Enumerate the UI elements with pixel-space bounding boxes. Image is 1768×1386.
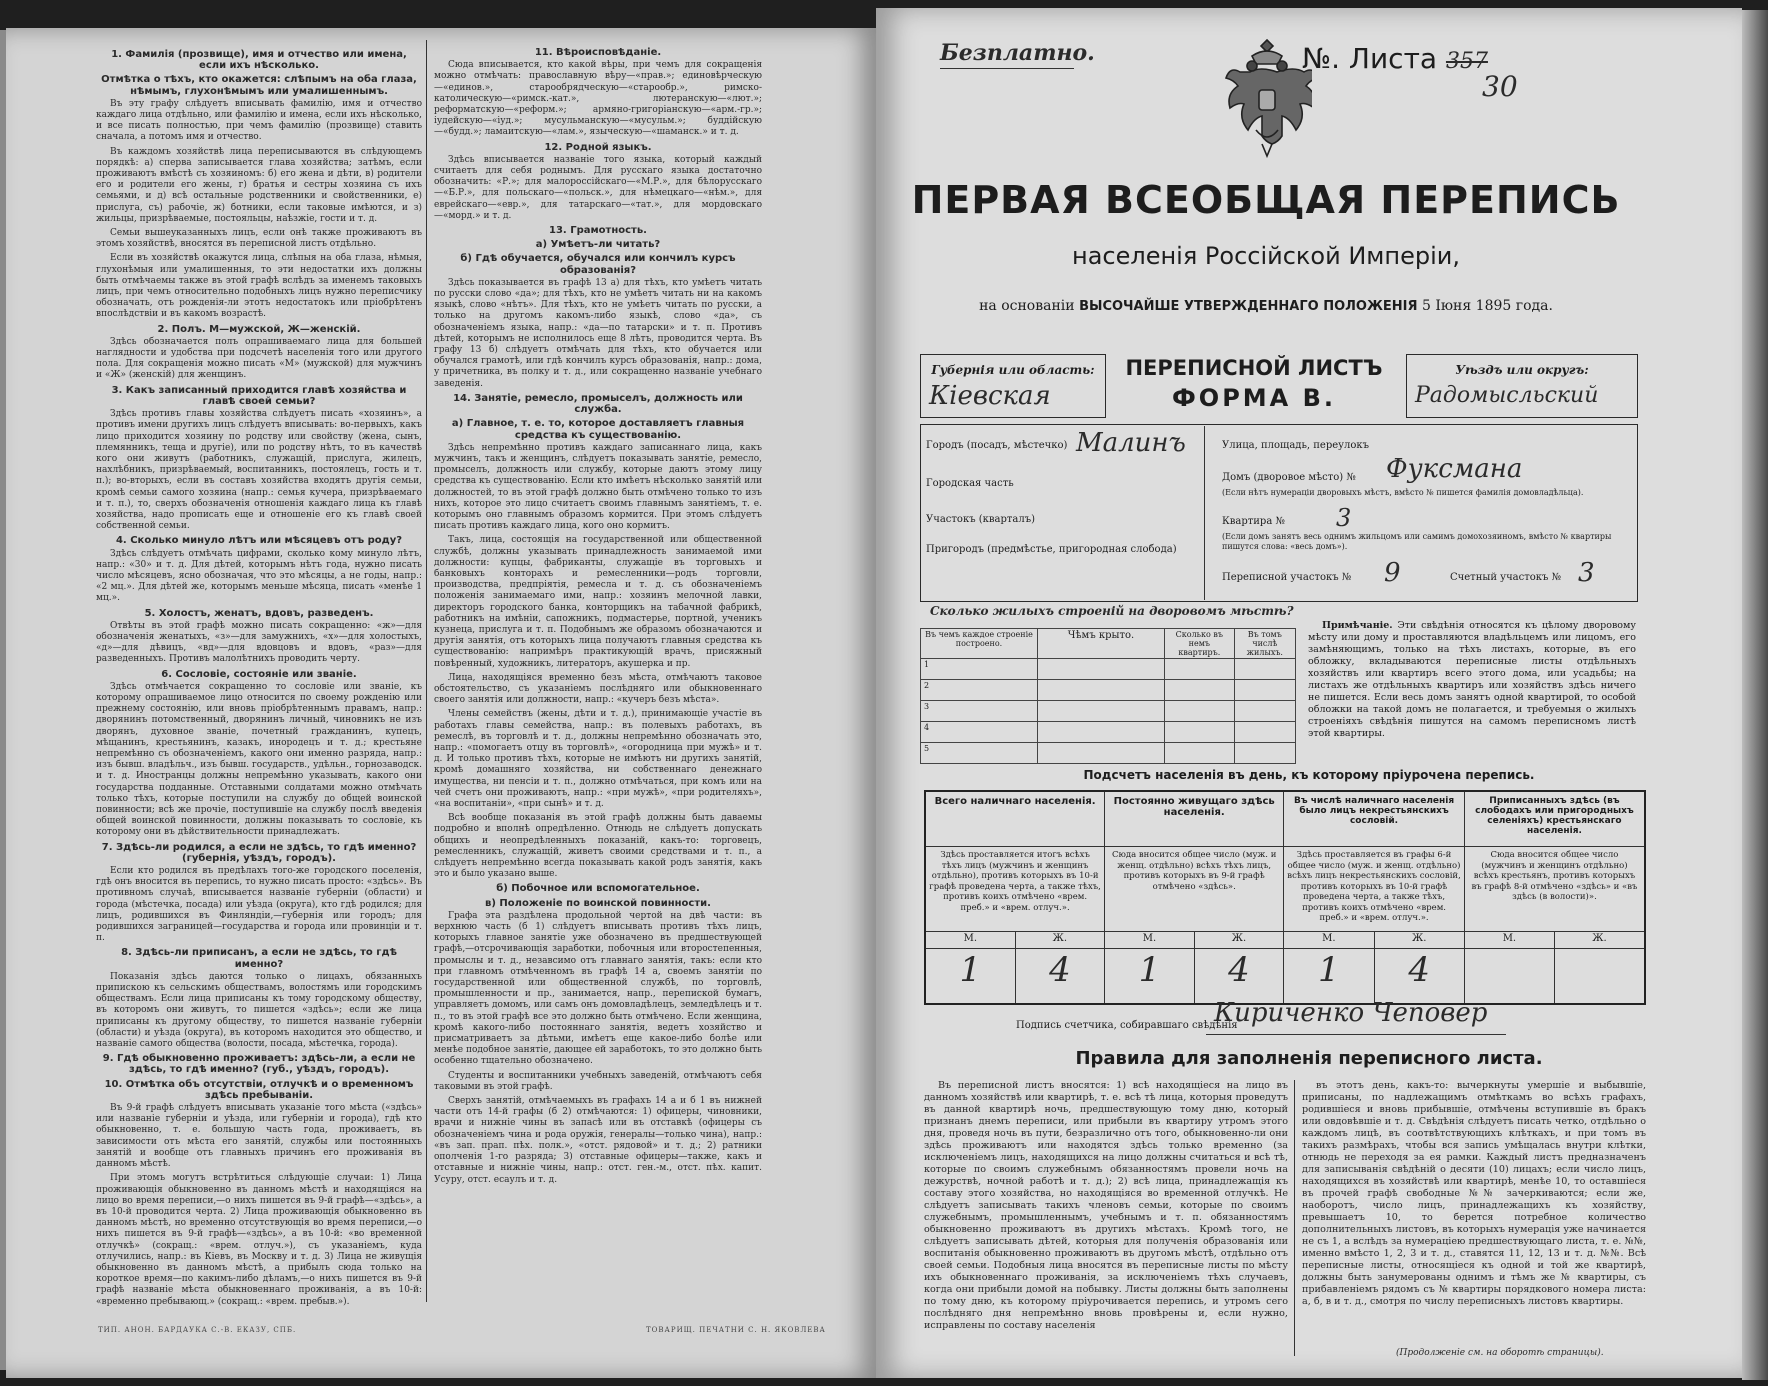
buildings-table: [920, 628, 1296, 764]
table-row: 5: [921, 743, 1296, 764]
section-heading: 14. Занятіе, ремесло, промыселъ, должность или служба.: [453, 392, 743, 416]
section-heading: 5. Холостъ, женатъ, вдовъ, разведенъ.: [144, 607, 374, 619]
count-col-noncrestian: Въ числѣ наличнаго населенія было лицъ некрестьянскихъ сословій.: [1284, 791, 1465, 847]
gorod-value: Малинъ: [1076, 428, 1186, 458]
note-block: [1308, 620, 1636, 740]
count-desc-noncrestian: Здѣсь проставляется въ графы 6-й общее число (муж. и женщ. отдѣльно) всѣхъ лицъ некрестьянскихъ сословій, противъ которыхъ въ 10-й графѣ проведена черта, а также тѣхъ, противъ коихъ отмѣчено «врем. преб.» и «врем. отлуч.».: [1284, 847, 1465, 932]
count-value: [1554, 949, 1645, 1005]
section-heading: 12. Родной языкъ.: [544, 141, 652, 153]
count-desc-total: Здѣсь проставляется итогъ всѣхъ тѣхъ лицъ (мужчинъ и женщинъ отдѣльно), противъ которыхъ въ 10-й графѣ проведена черта, а также тѣхъ, противъ коихъ отмѣчено «врем. преб.» и «врем. отлуч.».: [925, 847, 1105, 932]
instruction-paragraph: Всѣ вообще показанія въ этой графѣ должны быть даваемы подробно и вполнѣ опредѣленно. Отнюдь не слѣдуетъ допускать общихъ и неопредѣленныхъ показаній, какъ-то: торговецъ, ремесленникъ, служащій, живетъ своими средствами и т. п., а слѣдуетъ непремѣнно всегда показывать какой родъ занятія, какъ это и было указано выше.: [434, 813, 762, 880]
gorod-chast-label: Городская часть: [926, 478, 1014, 489]
printer-imprint-left: ТИП. АНОН. БАРДАУКА С.-В. ЕКАЗУ, СПБ.: [98, 1326, 297, 1334]
sheet-number-handwritten: 30: [1482, 70, 1518, 103]
schetny-label: Счетный участокъ №: [1450, 572, 1562, 583]
count-value: 1: [1105, 949, 1195, 1005]
instruction-paragraph: Здѣсь отмѣчается сокращенно то сословіе или званіе, къ которому опрашиваемое лицо относится по своему рожденію или прежнему состоянію, или вновь пріобрѣтеннымъ правамъ, напр.: дворянинъ потомственный, дворянинъ личный, чиновникъ не изъ дворянъ, духовное званіе, почетный гражданинъ, купецъ, мѣщанинъ, крестьянинъ, казакъ, инородецъ и т. д.; крестьяне непремѣнно съ обозначеніемъ, какого они именно разряда, напр.: изъ бывш. владѣльч., изъ бывш. государств., удѣльн., горнозаводск. и т. д. Иностранцы должны непремѣнно указывать, какого они государства подданные. Отставными солдатами можно отмѣчать только тѣхъ, которые поступили на службу до общей воинской повинности; всѣ же прочіе, поступившіе на службу послѣ введенія общей воинской повинности, должны показывать то сословіе, къ которому они въ дѣйствительности принадлежатъ.: [96, 681, 422, 838]
instruction-paragraph: Въ каждомъ хозяйствѣ лица переписываются въ слѣдующемъ порядкѣ: а) сперва записывается глава хозяйства; затѣмъ, если проживаютъ вмѣстѣ съ хозяиномъ: б) его жена и дѣти, в) родители его и родители его жены, г) братья и сестры хозяина съ ихъ семьями, и д) всѣ остальные родственники и свойственники, е) прислуга, съ) рабочіе, ж) ботники, если таковые имѣются, и з) жильцы, призрѣваемые, постояльцы, наѣзжіе, гости и т. д.: [96, 146, 422, 224]
instruction-paragraph: Въ эту графу слѣдуетъ вписывать фамилію, имя и отчество каждаго лица отдѣльно, или фамилію и имена, если ихъ нѣсколько, и все писать полностью, при чемъ фамилію (прозвище) ставить сначала, а потомъ имя и отчество.: [96, 98, 422, 143]
m-header: М.: [925, 932, 1015, 949]
sheet-number-crossed: 357: [1445, 49, 1488, 74]
count-value: [1464, 949, 1554, 1005]
dom-note: (Если нѣтъ нумераціи дворовыхъ мѣстъ, вмѣсто № пишется фамилія домовладѣльца).: [1222, 488, 1584, 497]
buildings-col-residential: Въ томъ числѣ жилыхъ.: [1234, 629, 1295, 659]
zh-header: Ж.: [1374, 932, 1464, 949]
count-value: 1: [925, 949, 1015, 1005]
zh-header: Ж.: [1015, 932, 1105, 949]
section-heading: б) Гдѣ обучается, обучался или кончилъ курсъ образованія?: [460, 253, 736, 276]
instruction-paragraph: При этомъ могутъ встрѣтиться слѣдующіе случаи: 1) Лица проживающія обыкновенно въ данномъ мѣстѣ и находящіяся на лицо во время переписи,—о нихъ пишется въ 9-й графѣ—«здѣсь», а въ 10-й проводится черта. 2) Лица проживающія обыкновенно въ данномъ мѣстѣ, но временно отсутствующія во время переписи,—о нихъ пишется въ 9-й графѣ—«здѣсь», а въ 10-й: «во временной отлучкѣ» (сокращ.: «врем. отлуч.»), съ указаніемъ, куда отлучились, напр.: въ Кіевъ, въ Москву и т. д. 3) Лица не живущія обыкновенно въ данномъ мѣстѣ, а прибылъ сюда только на короткое время—по какимъ-либо дѣламъ,—о нихъ пишется въ 9-й графѣ названіе мѣста обыкновеннаго проживанія, а въ 10-й: «временно пребывающ.» (сокращ.: «врем. пребыв.»).: [96, 1173, 422, 1307]
count-desc-permanent: Сюда вносится общее число (муж. и женщ. отдѣльно) всѣхъ тѣхъ лицъ, противъ которыхъ въ 9-й графѣ отмѣчено «здѣсь».: [1105, 847, 1284, 932]
rules-column-2: въ этотъ день, какъ-то: вычеркнуты умершіе и выбывшіе, приписаны, по надлежащимъ отмѣткамъ во всѣхъ графахъ, родившіеся и вновь прибывшіе, отмѣчены вступившіе въ бракъ или овдовѣвшіе и т. д. Свѣдѣнія слѣдуетъ писать четко, отдѣльно о каждомъ лицѣ, въ соотвѣтствующихъ клѣткахъ, и при томъ въ такихъ размѣрахъ, чтобы вся запись умѣщалась внутри клѣтки, отнюдь не переходя за ея рамки. Каждый листъ предназначенъ для записыванія свѣдѣній о десяти (10) лицахъ; если число лицъ, находящихся въ хозяйствѣ или квартирѣ, менѣе 10, то оставшіеся въ прочей графѣ свободные №№ зачеркиваются; если же, наоборотъ, число лицъ, принадлежащихъ къ хозяйству, превышаетъ 10, то берется потребное количество дополнительныхъ листовъ, въ которыхъ нумерація уже начинается не съ 1, а вслѣдъ за нумераціею предшествующаго листа, т. е. №№, именно вмѣсто 1, 2, 3 и т. д., ставятся 11, 12, 13 и т. д. №№. Всѣ переписные листы, относящіеся къ одной и той же квартирѣ, должны быть занумерованы однимъ и тѣмъ же № квартиры, съ прибавленіемъ рядомъ съ № квартиры порядкового номера листа: а, б, в и т. д., смотря по числу переписныхъ листовъ квартиры.: [1302, 1080, 1646, 1307]
m-header: М.: [1284, 932, 1374, 949]
rules-divider: [1294, 1080, 1295, 1356]
section-heading: Отмѣтка о тѣхъ, кто окажется: слѣпымъ на оба глаза, нѣмымъ, глухонѣмымъ или умалишеннымъ.: [101, 74, 417, 97]
instruction-paragraph: Члены семействъ (жены, дѣти и т. д.), принимающіе участіе въ работахъ главы семейства, напр.: въ полевыхъ работахъ, въ ремеслѣ, въ торговлѣ и т. д., должны непремѣнно обозначать это, напр.: «помогаетъ отцу въ торговлѣ», «огородница при мужѣ» и т. д. И только противъ тѣхъ, которые не имѣютъ ни другихъ занятій, кромѣ домашняго хозяйства, ни собственнаго денежнаго имущества, ни пенсіи и т. п., должно отмѣчаться, при комъ или на чей счетъ они проживаютъ, напр.: «при мужѣ», «при родителяхъ», «на воспитаніи», «при сынѣ» и т. д.: [434, 709, 762, 809]
section-heading: 13. Грамотность.: [549, 225, 647, 237]
zh-header: Ж.: [1194, 932, 1284, 949]
printer-imprint-right: ТОВАРИЩ. ПЕЧАТНИ С. Н. ЯКОВЛЕВА: [646, 1326, 826, 1334]
table-row: 4: [921, 722, 1296, 743]
count-value: 4: [1374, 949, 1464, 1005]
signature-line: [1206, 1034, 1506, 1035]
perepisnoy-value: 9: [1384, 558, 1401, 588]
guberniya-value: Кіевская: [929, 381, 1051, 411]
section-heading: 8. Здѣсь-ли приписанъ, а если не здѣсь, то гдѣ именно?: [121, 947, 397, 970]
address-box-divider: [1204, 426, 1205, 600]
schetny-value: 3: [1578, 558, 1595, 588]
instruction-paragraph: Если въ хозяйствѣ окажутся лица, слѣпыя на оба глаза, нѣмыя, глухонѣмыя или умалишенныя, то эти недостатки ихъ должны быть отмѣчаемы также въ этой графѣ вслѣдъ за именемъ таковыхъ лицъ, при чемъ относительно подобныхъ лицъ нужно переписчику обозначать, отъ рожденія-ли этотъ недостатокъ или пріобрѣтенъ впослѣдствіи и въ какомъ возрастѣ.: [96, 253, 422, 320]
instruction-paragraph: Если кто родился въ предѣлахъ того-же городского поселенія, гдѣ онъ вносится въ перепись, то нужно писать просто: «здѣсь». Въ противномъ случаѣ, вписывается названіе губерніи (области) и города (мѣстечка, посада) или уѣзда (округа), кто гдѣ родился; для лицъ, родившихся въ Финляндіи,—губернія или городъ; для родившихся заграницей—государства и города или провинціи и т. п.: [96, 866, 422, 944]
ulica-label: Улица, площадь, переулокъ: [1222, 440, 1370, 451]
instruction-paragraph: Здѣсь непремѣнно противъ каждаго записаннаго лица, какъ мужчинъ, такъ и женщинъ, слѣдуетъ показывать занятіе, ремесло, промыселъ, должность или службу, которые даютъ этому лицу средства къ существованію. Если кто имѣетъ нѣсколько занятій или должностей, то въ этой графѣ должно быть отмѣчено только то изъ нихъ, которое это лицо считаетъ своимъ главнымъ занятіемъ, т. е. которымъ оно главнымъ образомъ кормится. При этомъ слѣдуетъ писать противъ каждаго лица, кого оно кормитъ.: [434, 442, 762, 532]
section-heading: в) Положеніе по воинской повинности.: [485, 897, 711, 909]
double-headed-eagle-icon: [1222, 34, 1312, 162]
count-desc-peasant: Сюда вносится общее число (мужчинъ и женщинъ отдѣльно) всѣхъ крестьянъ, противъ которыхъ въ графѣ 8-й отмѣчено «здѣсь» и «въ здѣсь (в волости)».: [1464, 847, 1645, 932]
note-title: Примѣчаніе.: [1322, 620, 1393, 631]
right-page-census-form: [876, 8, 1742, 1378]
perepisnoy-label: Переписной участокъ №: [1222, 572, 1352, 583]
uezd-value: Радомысльский: [1415, 383, 1599, 408]
census-basis: на основаніи ВЫСОЧАЙШЕ УТВЕРЖДЕННАГО ПОЛОЖЕНІЯ 5 Іюня 1895 года.: [979, 298, 1553, 314]
buildings-col-material: Въ чемъ каждое строеніе построено.: [921, 629, 1038, 659]
zh-header: Ж.: [1554, 932, 1645, 949]
section-heading: 11. Вѣроисповѣданіе.: [534, 47, 662, 58]
free-label: Безплатно.: [940, 40, 1095, 66]
instruction-paragraph: Здѣсь показывается въ графѣ 13 а) для тѣхъ, кто умѣетъ читать по русски слово «да»; для тѣхъ, кто не умѣетъ читать ни на какомъ языкѣ, слово «нѣтъ». Для тѣхъ, кто не умѣетъ читать по русски, а только на другомъ какомъ-либо языкѣ, слово «да», съ обозначеніемъ языка, напр.: «да—по татарски» и т. п. Противъ дѣтей, которымъ не исполнилось еще 8 лѣтъ, проводится черта. Въ графу 13 б) слѣдуетъ отмѣчать для тѣхъ, кто обучается или обучался грамотѣ, или гдѣ кончилъ курсъ образованія, напр.: дома, у причетника, въ полку и т. д., или сокращенно названіе учебнаго заведенія.: [434, 277, 762, 389]
section-heading: 6. Сословіе, состояніе или званіе.: [161, 668, 357, 680]
kvartira-note: (Если домъ занятъ весь однимъ жильцомъ или самимъ домохозяиномъ, вмѣсто № квартиры пишутся слова: «весь домъ»).: [1222, 532, 1612, 551]
note-text: Эти свѣдѣнія относятся къ цѣлому дворовому мѣсту или дому и проставляются владѣльцемъ или лицомъ, его замѣняющимъ, только на тѣхъ листахъ, которые, въ его обложку, вкладываются переписные листы отдѣльныхъ хозяйствъ или квартиръ всего этого дома, или усадьбы; на листахъ же отдѣльныхъ квартиръ или хозяйствъ здѣсь ничего не пишется. Если весь домъ занятъ одной квартирой, то особой обложки на такой домъ не полагается, и требуемыя о жилыхъ строеніяхъ свѣдѣнія пишутся на самомъ переписномъ листѣ этой квартиры.: [1308, 620, 1636, 739]
instructions-column-1: [96, 46, 422, 1336]
instruction-paragraph: Здѣсь обозначается полъ опрашиваемаго лица для большей наглядности и удобства при подсчетѣ населенія того или другого пола. Для сокращенія можно писать «М» (мужской) для мужчинъ и «Ж» (женскій) для женщинъ.: [96, 336, 422, 381]
section-heading: б) Побочное или вспомогательное.: [496, 883, 700, 895]
section-heading: 7. Здѣсь-ли родился, а если не здѣсь, то гдѣ именно? (губернія, уѣздъ, городъ).: [101, 841, 417, 864]
instruction-paragraph: Въ 9-й графѣ слѣдуетъ вписывать указаніе того мѣста («здѣсь» или названіе губерніи и уѣзда, или губерніи и города), гдѣ кто обыкновенно, т. е. большую часть года, проживаетъ, въ зависимости отъ мѣста его занятій, службы или постоянныхъ занятій и вообще отъ главныхъ причинъ его проживанія въ данномъ мѣстѣ.: [96, 1103, 422, 1170]
instruction-paragraph: Графа эта раздѣлена продольной чертой на двѣ части: въ верхнюю часть (б 1) слѣдуетъ вписывать противъ тѣхъ лицъ, которыхъ главное занятіе уже обозначено въ предшествующей графѣ,—отсрочивающія заработки, побочныя или второстепенныя, промыслы и т. д., незавсимо отъ главнаго занятія, такъ: если кто при главномъ отмѣченномъ въ графѣ 14 а, своемъ занятіи по государственной или общественной службѣ, по торговлѣ, промышленности и пр., занимается, напр., перепиской бумагъ, управляетъ домомъ, или самъ онъ домовладѣлецъ, земледѣлецъ и т. п., то въ этой графѣ все это должно быть отмѣчено. Если женщина, кромѣ какого-либо постояннаго занятія, ведетъ хозяйство и присматриваетъ за дѣтьми, имѣетъ еще какое-либо болѣе или менѣе подобное занятіе, дающее ей заработокъ, то это должно быть особенно тщательно обозначено.: [434, 910, 762, 1067]
signature-label: Подпись счетчика, собиравшаго свѣдѣнія: [1016, 1020, 1238, 1031]
column-divider: [426, 40, 427, 1302]
uezd-label: Уѣздъ или округъ:: [1455, 363, 1589, 377]
guberniya-label: Губернія или область:: [931, 363, 1095, 377]
gorod-label: Городъ (посадъ, мѣстечко): [926, 440, 1068, 451]
census-title: ПЕРВАЯ ВСЕОБЩАЯ ПЕРЕПИСЬ: [911, 178, 1621, 222]
table-row: 2: [921, 680, 1296, 701]
instruction-paragraph: Такъ, лица, состоящія на государственной или общественной службѣ, должны указывать принадлежность занимаемой ими должности: купцы, фабриканты, служащіе въ торговыхъ и банковыхъ конторахъ и ремесленники—родъ торговли, производства, предпріятія, ремесла и т. д. съ обозначеніемъ положенія занимаемаго ими, напр.: хозяинъ мелочной лавки, директоръ городского банка, конторщикъ на табачной фабрикѣ, работникъ на имѣніи, сапожникъ, подмастерье, портной, ученикъ кузнеца, прислуга и т. п. Подобнымъ же образомъ обозначаются и другія занятія, отъ которыхъ лица получаютъ главныя средства къ существованію: напримѣръ практикующій врачъ, присяжный повѣренный, художникъ, литераторъ, акушерка и пр.: [434, 535, 762, 669]
instruction-paragraph: Лица, находящіяся временно безъ мѣста, отмѣчаютъ таковое обстоятельство, съ указаніемъ послѣдняго или обыкновеннаго своего занятія или должности, напр.: «кучеръ безъ мѣста».: [434, 672, 762, 706]
count-value: 4: [1194, 949, 1284, 1005]
section-heading: 9. Гдѣ обыкновенно проживаетъ: здѣсь-ли, а если не здѣсь, то гдѣ именно? (губ., уѣздъ, городъ).: [102, 1053, 416, 1076]
guberniya-box: [920, 354, 1106, 418]
section-heading: а) Главное, т. е. то, которое доставляетъ главныя средства къ существованію.: [451, 418, 745, 441]
instruction-paragraph: Здѣсь вписывается названіе того языка, который каждый считаетъ для себя роднымъ. Для русскаго языка достаточно обозначить: «Р.»; для малороссійскаго—«М.Р.», для бѣлорусскаго—«Б.Р.», для польскаго—«польск.», для нѣмецкаго—«нѣм.», для еврейскаго—«евр.», для татарскаго—«тат.», для мордовскаго—«морд.» и т. д.: [434, 154, 762, 221]
section-heading: а) Умѣетъ-ли читать?: [535, 239, 661, 251]
instruction-paragraph: Семьи вышеуказанныхъ лицъ, если онѣ также проживаютъ въ этомъ хозяйствѣ, вносятся въ переписной листъ отдѣльно.: [96, 228, 422, 250]
left-page-instructions: [6, 28, 876, 1378]
instruction-paragraph: Здѣсь противъ главы хозяйства слѣдуетъ писать «хозяинъ», а противъ имени другихъ лицъ слѣдуетъ вписывать: во-первыхъ, какъ лицо приходится хозяину по родству или свойству (жена, сынъ, племянникъ, теща и другіе), или по родству нѣтъ, то въ качествѣ кого они живутъ (работникъ, служащій, прислуга, жилецъ, нахлѣбникъ, призрѣваемый, воспитанникъ, постоялецъ, гость и т. п.); во-вторыхъ, если въ составъ хозяйства входятъ другія семьи, кромѣ семьи самого хозяина (напр.: семья кучера, призрѣваемаго и т. п.), то, сверхъ обозначенія отношенія каждаго лица къ главѣ хозяйства, надо прописать еще и отношеніе его къ главѣ своей собственной семьи.: [96, 409, 422, 532]
dom-value: Фуксмана: [1386, 454, 1523, 484]
count-col-peasant: Приписанныхъ здѣсь (въ слободахъ или пригородныхъ селеніяхъ) крестьянскаго населенія.: [1464, 791, 1645, 847]
dom-label: Домъ (дворовое мѣсто) №: [1222, 472, 1356, 483]
count-title: Подсчетъ населенія въ день, къ которому пріурочена перепись.: [1083, 768, 1535, 782]
form-title: ПЕРЕПИСНОЙ ЛИСТЪ: [1125, 356, 1383, 380]
uezd-box: [1406, 354, 1638, 418]
form-subtitle: ФОРМА В.: [1171, 384, 1336, 412]
section-heading: 1. Фамилія (прозвище), имя и отчество или имена, если ихъ нѣсколько.: [111, 49, 407, 72]
m-header: М.: [1464, 932, 1554, 949]
instructions-column-2: [434, 44, 762, 1334]
count-value: 1: [1284, 949, 1374, 1005]
population-count-table: [924, 790, 1646, 1005]
buildings-col-roof: Чѣмъ крыто.: [1038, 629, 1165, 659]
kvartira-value: 3: [1336, 504, 1352, 532]
book-cover-edge-right: [1742, 10, 1768, 1380]
census-subtitle: населенія Россійской Имперіи,: [1072, 242, 1460, 270]
counter-signature: Кириченко Чеповер: [1214, 998, 1488, 1028]
table-row: 3: [921, 701, 1296, 722]
instruction-paragraph: Сюда вписывается, кто какой вѣры, при чемъ для сокращенія можно отмѣчать: православную вѣру—«прав.»; единовѣрческую—«единов.», старообрядческую—«старообр.», римско-католическую—«римск.-кат.», лютеранскую—«лют.»; реформатскую—«реформ.»; армяно-григоріанскую—«арм.-гр.»; іудейскую—«іуд.»; мусульманскую—«мусульм.»; буддійскую—«будд.»; ламаитскую—«лам.», языческую—«шаманск.» и т. д.: [434, 60, 762, 138]
instruction-paragraph: Отвѣты въ этой графѣ можно писать сокращенно: «ж»—для обозначенія женатыхъ, «з»—для замужнихъ, «х»—для холостыхъ, «д»—для дѣвицъ, «вд»—для вдовцовъ и вдовъ, «раз»—для разведенныхъ. Противъ малолѣтнихъ проводить черту.: [96, 620, 422, 665]
instruction-paragraph: Студенты и воспитанники учебныхъ заведеній, отмѣчаютъ себя таковыми въ этой графѣ.: [434, 1070, 762, 1092]
kvartira-label: Квартира №: [1222, 516, 1285, 527]
table-row: 1: [921, 659, 1296, 680]
buildings-question: Сколько жилыхъ строеній на дворовомъ мѣстѣ?: [930, 604, 1294, 618]
instruction-paragraph: Здѣсь слѣдуетъ отмѣчать цифрами, сколько кому минуло лѣтъ, напр.: «30» и т. д. Для дѣтей, которымъ нѣтъ года, нужно писать число мѣсяцевъ, ясно обозначая, что это мѣсяцы, а не годы, напр.: «2 мц.». Для дѣтей же, которымъ меньше мѣсяца, писать «менѣе 1 мц.».: [96, 548, 422, 604]
free-underline: [940, 68, 1074, 69]
section-heading: 10. Отмѣтка объ отсутствіи, отлучкѣ и о временномъ здѣсь пребываніи.: [104, 1078, 414, 1101]
rules-title: Правила для заполненія переписного листа.: [1075, 1048, 1543, 1069]
count-value: 4: [1015, 949, 1105, 1005]
uchastok-label: Участокъ (кварталъ): [926, 514, 1035, 525]
section-heading: 4. Сколько минуло лѣтъ или мѣсяцевъ отъ роду?: [115, 535, 403, 547]
m-header: М.: [1105, 932, 1195, 949]
instruction-paragraph: Показанія здѣсь даются только о лицахъ, обязанныхъ припискою къ сельскимъ обществамъ, волостямъ или городскимъ обществамъ. Если лица приписаны къ тому городскому обществу, въ которомъ они живутъ, то пишется «здѣсь»; если же лица приписаны къ другому обществу, то пишется названіе губерніи (области) и уѣзда (округа), въ которомъ находится это общество, и названіе самого общества (волости, посада, мѣстечка, города).: [96, 971, 422, 1050]
sheet-number-label: №. Листа 357: [1302, 42, 1488, 75]
count-col-total: Всего наличнаго населенія.: [925, 791, 1105, 847]
section-heading: 2. Полъ. М—мужской, Ж—женскій.: [157, 323, 361, 335]
count-col-permanent: Постоянно живущаго здѣсь населенія.: [1105, 791, 1284, 847]
continuation-note: (Продолженіе см. на оборотѣ страницы).: [1396, 1348, 1604, 1358]
buildings-col-apartments: Сколько въ немъ квартиръ.: [1165, 629, 1235, 659]
rules-column-1: Въ переписной листъ вносятся: 1) всѣ находящіеся на лицо въ данномъ хозяйствѣ или квартирѣ, т. е. всѣ тѣ лица, которыя проведутъ въ данной квартирѣ ночь, предшествующую тому дню, который признанъ днемъ переписи, или прибыли въ квартиру утромъ этого дня, проведя ночь въ пути, безразлично отъ того, обыкновенно-ли они здѣсь проживаютъ или находятся здѣсь только временно (за исключеніемъ лицъ, находящихся на лицо должны считаться и всѣ тѣ, которые по своимъ служебнымъ обязанностямъ провели ночь на дежурствѣ, ночной работѣ и т. д.); 2) всѣ лица, принадлежащія къ составу этого хозяйства, но находящіяся во временной отлучкѣ. Не слѣдуетъ записывать такихъ членовъ семьи, которые по своимъ служебнымъ, промышленнымъ, учебнымъ и т. п. обязанностямъ обыкновенно проживаютъ въ другихъ мѣстахъ. Кромѣ того, не слѣдуетъ записывать дѣтей, которыя для полученія образованія или воспитанія обыкновенно проживаютъ въ другомъ мѣстѣ, отдѣльно отъ своей семьи. Подобныя лица вносятся въ переписные листы по мѣсту ихъ обыкновеннаго проживанія, за исключеніемъ тѣхъ случаевъ, когда они прибыли домой на побывку. Листы должны быть заполнены по тому дню, къ которому пріурочивается перепись, и утромъ сего послѣдняго дня непремѣнно вновь провѣрены и, если нужно, исправлены по составу населенія: [924, 1080, 1288, 1331]
prigorod-label: Пригородъ (предмѣстье, пригородная слобода): [926, 544, 1177, 555]
instruction-paragraph: Сверхъ занятій, отмѣчаемыхъ въ графахъ 14 а и б 1 въ нижней части отъ 14-й графы (б 2) отмѣчаются: 1) офицеры, чиновники, врачи и нижніе чины въ запасѣ или въ отставкѣ (офицеры съ обозначеніемъ чина и рода оружія, генералы—только чина), напр.: «въ зап. прап. пѣх. полк.», «отст. рядовой» и т. д.; 2) ратники ополченія 1-го разряда; 3) отставные офицеры—также, какъ и отставные и нижніе чины, напр.: отст. ген.-м., отст. пѣх. капит. Усуру, отст. есаулъ и т. д.: [434, 1096, 762, 1185]
section-heading: 3. Какъ записанный приходится главѣ хозяйства и главѣ своей семьи?: [111, 384, 407, 407]
